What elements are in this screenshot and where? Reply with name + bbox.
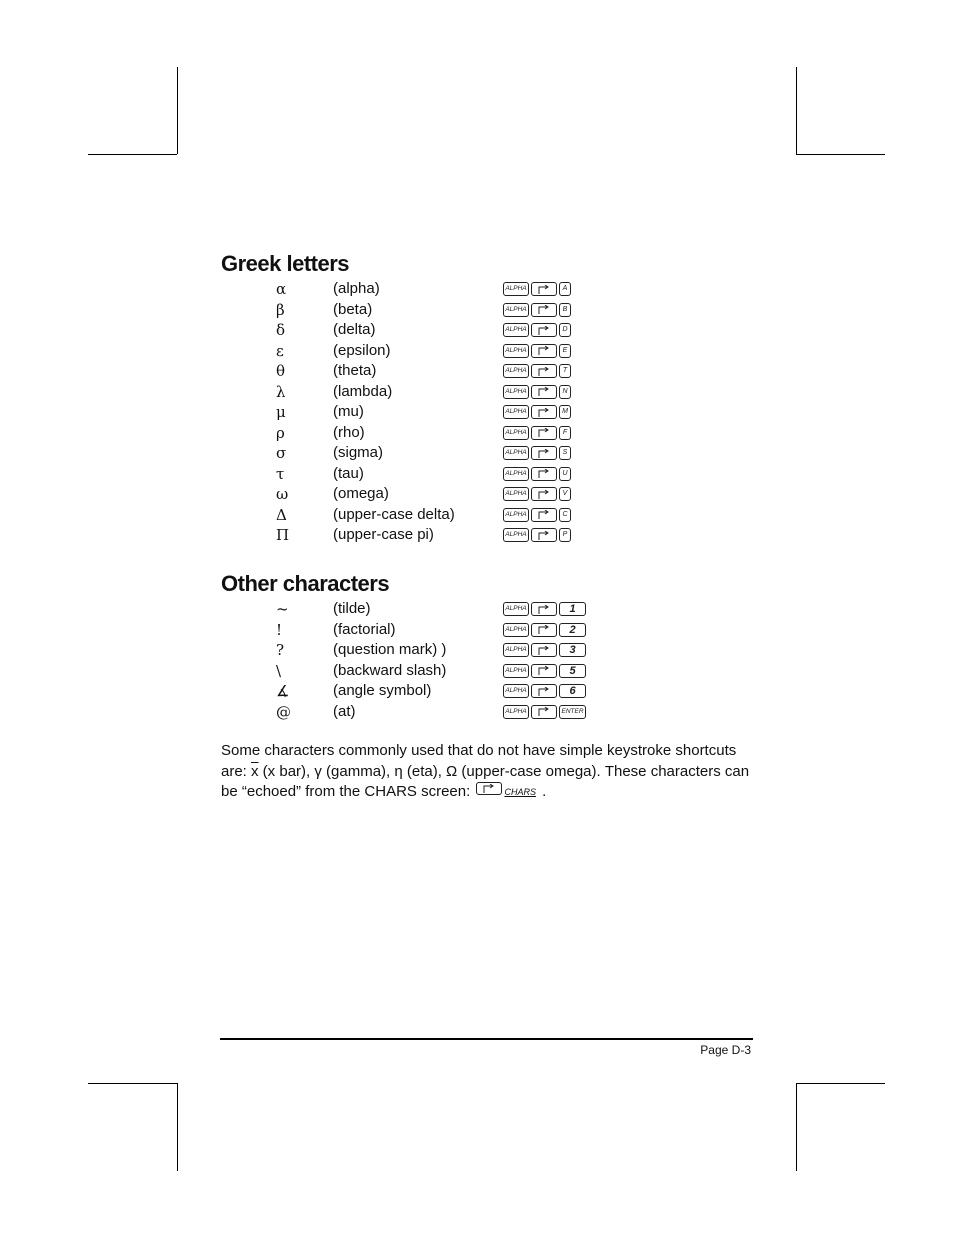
character-key: 3: [559, 643, 586, 657]
crop-mark: [177, 67, 178, 154]
table-row: [0, 300, 954, 320]
right-shift-key: [531, 344, 557, 358]
alpha-key: ALPHA: [503, 323, 529, 337]
character-key: U: [559, 467, 571, 481]
alpha-key: ALPHA: [503, 528, 529, 542]
table-row: [0, 443, 954, 463]
character-key: D: [559, 323, 571, 337]
character-key: E: [559, 344, 571, 358]
table-row: [0, 382, 954, 402]
character-name: (theta): [333, 362, 377, 379]
character-name: (epsilon): [333, 341, 391, 359]
character-key: N: [559, 385, 571, 399]
keystroke-sequence: [503, 623, 586, 637]
character-symbol: @: [276, 702, 291, 721]
section-title-greek: Greek letters: [221, 251, 350, 276]
crop-mark: [177, 1083, 178, 1171]
character-name: (omega): [333, 485, 389, 502]
character-symbol: ~: [276, 600, 289, 618]
keystroke-sequence: [503, 323, 571, 337]
character-name: (delta): [333, 321, 376, 338]
character-symbol: α: [276, 280, 287, 298]
keystroke-sequence: [503, 344, 571, 358]
character-name: (tau): [333, 464, 364, 482]
table-row: [0, 702, 954, 722]
right-shift-key: [531, 684, 557, 698]
crop-mark: [88, 1083, 177, 1084]
character-key: S: [559, 446, 571, 460]
right-shift-key: [531, 426, 557, 440]
character-symbol: μ: [276, 403, 286, 421]
alpha-key: ALPHA: [503, 405, 529, 419]
crop-mark: [88, 154, 177, 155]
alpha-key: ALPHA: [503, 684, 529, 698]
character-symbol: λ: [276, 382, 286, 401]
keystroke-sequence: [503, 487, 571, 501]
keystroke-sequence: [503, 426, 571, 440]
character-symbol: Δ: [276, 505, 287, 524]
character-name: (upper-case pi): [333, 526, 434, 543]
page-number: Page D-3: [700, 1043, 751, 1057]
keystroke-sequence: [503, 303, 571, 317]
right-shift-key: [531, 446, 557, 460]
right-shift-key: [531, 705, 557, 719]
alpha-key: ALPHA: [503, 602, 529, 616]
alpha-key: ALPHA: [503, 643, 529, 657]
keystroke-sequence: [503, 508, 571, 522]
character-symbol: !: [276, 620, 283, 639]
character-symbol: θ: [276, 362, 286, 380]
footer-rule: [220, 1038, 753, 1040]
character-symbol: τ: [276, 464, 285, 483]
keystroke-sequence: [503, 684, 586, 698]
table-row: [0, 361, 954, 381]
right-shift-key: [531, 508, 557, 522]
character-key: 6: [559, 684, 586, 698]
crop-mark: [796, 1083, 797, 1171]
table-row: [0, 484, 954, 504]
table-row: [0, 620, 954, 640]
alpha-key: ALPHA: [503, 364, 529, 378]
character-name: (lambda): [333, 382, 393, 400]
keystroke-sequence: [503, 528, 571, 542]
character-symbol: \: [276, 661, 282, 680]
keystroke-sequence: [503, 364, 571, 378]
right-shift-key: [531, 487, 557, 501]
character-symbol: δ: [276, 321, 286, 339]
character-symbol: ρ: [276, 423, 285, 442]
character-key: T: [559, 364, 571, 378]
character-key: 2: [559, 623, 586, 637]
x-bar-symbol: $\overline{x}$: [251, 762, 259, 780]
table-row: [0, 279, 954, 299]
keystroke-sequence: [503, 446, 571, 460]
right-shift-key: [531, 385, 557, 399]
alpha-key: ALPHA: [503, 705, 529, 719]
character-key: A: [559, 282, 571, 296]
table-row: [0, 320, 954, 340]
table-row: [0, 599, 954, 619]
right-shift-key: [531, 405, 557, 419]
character-name: (sigma): [333, 444, 384, 461]
character-key: F: [559, 426, 571, 440]
right-shift-key: [531, 623, 557, 637]
alpha-key: ALPHA: [503, 446, 529, 460]
character-name: (backward slash): [333, 661, 447, 679]
crop-mark: [796, 67, 797, 154]
right-shift-key: [531, 602, 557, 616]
character-name: (mu): [333, 403, 364, 420]
table-row: [0, 681, 954, 701]
character-name: (angle symbol): [333, 682, 432, 699]
character-key: M: [559, 405, 571, 419]
alpha-key: ALPHA: [503, 508, 529, 522]
keystroke-sequence: [503, 643, 586, 657]
keystroke-sequence: [503, 602, 586, 616]
table-row: [0, 464, 954, 484]
right-shift-key: [476, 782, 502, 795]
table-row: [0, 525, 954, 545]
character-key: V: [559, 487, 571, 501]
character-symbol: ε: [276, 341, 284, 360]
alpha-key: ALPHA: [503, 487, 529, 501]
right-shift-key: [531, 467, 557, 481]
right-shift-key: [531, 364, 557, 378]
alpha-key: ALPHA: [503, 385, 529, 399]
alpha-key: ALPHA: [503, 344, 529, 358]
alpha-key: ALPHA: [503, 282, 529, 296]
alpha-key: ALPHA: [503, 303, 529, 317]
right-shift-key: [531, 282, 557, 296]
keystroke-sequence: [503, 467, 571, 481]
chars-keystroke: [476, 782, 536, 803]
character-key: B: [559, 303, 571, 317]
right-shift-key: [531, 528, 557, 542]
character-name: (beta): [333, 300, 373, 318]
character-key: P: [559, 528, 571, 542]
crop-mark: [796, 154, 885, 155]
table-row: [0, 661, 954, 681]
character-name: (alpha): [333, 280, 380, 297]
character-name: (question mark) ): [333, 641, 447, 658]
alpha-key: ALPHA: [503, 623, 529, 637]
character-name: (tilde): [333, 600, 371, 617]
table-row: [0, 505, 954, 525]
character-symbol: σ: [276, 444, 287, 462]
table-row: [0, 640, 954, 660]
keystroke-sequence: [503, 405, 571, 419]
character-key: C: [559, 508, 571, 522]
right-shift-key: [531, 643, 557, 657]
keystroke-sequence: [503, 664, 586, 678]
character-name: (upper-case delta): [333, 505, 455, 523]
table-row: [0, 402, 954, 422]
alpha-key: ALPHA: [503, 664, 529, 678]
alpha-key: ALPHA: [503, 426, 529, 440]
character-name: (rho): [333, 423, 365, 441]
character-key: 1: [559, 602, 586, 616]
enter-key: ENTER: [559, 705, 586, 719]
right-shift-key: [531, 303, 557, 317]
right-shift-key: [531, 323, 557, 337]
chars-paragraph: Some characters commonly used that do not have simple keystroke shortcuts are: $\overline{x}$ (x bar), γ (gamma), η (eta), Ω (upper-case omega). These characters can be “echoed” from the CHARS screen: CHARS .: [221, 741, 751, 803]
character-symbol: β: [276, 300, 285, 319]
character-symbol: ?: [276, 641, 285, 659]
table-row: [0, 341, 954, 361]
keystroke-sequence: [503, 282, 571, 296]
character-symbol: ω: [276, 485, 289, 503]
character-symbol: ∡: [276, 682, 290, 700]
keystroke-sequence: [503, 705, 586, 719]
character-symbol: Π: [276, 526, 290, 544]
character-name: (factorial): [333, 620, 396, 638]
right-shift-key: [531, 664, 557, 678]
alpha-key: ALPHA: [503, 467, 529, 481]
keystroke-sequence: [503, 385, 571, 399]
crop-mark: [796, 1083, 885, 1084]
chars-key-label: CHARS: [504, 787, 536, 797]
section-title-other: Other characters: [221, 571, 390, 596]
table-row: [0, 423, 954, 443]
character-name: (at): [333, 702, 356, 720]
character-key: 5: [559, 664, 586, 678]
